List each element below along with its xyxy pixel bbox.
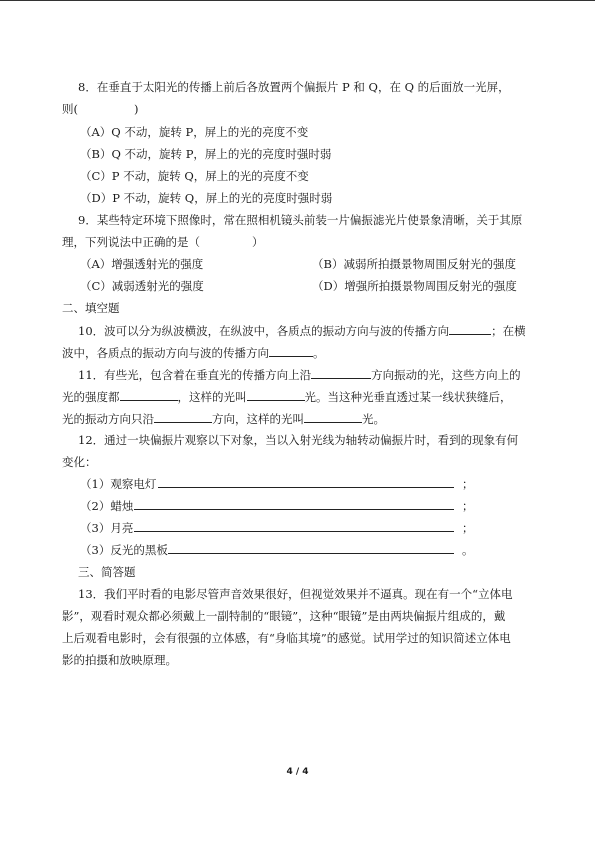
q10-blank-1[interactable] [449,323,491,335]
q13-line1: 13．我们平时看的电影尽管声音效果很好，但视觉效果并不逼真。现在有一个“立体电 [78,587,513,601]
q12-item-blackboard-label: （3）反光的黑板 [80,543,168,557]
q12-item-lamp-end: ； [462,477,474,491]
q9-bracket-close: ） [252,235,264,249]
q8-stem-line2 [62,102,139,116]
q11-text-f: 光的振动方向只沿 [62,412,154,426]
q10-text-b: ；在横 [491,324,526,338]
q10-text-a: 10．波可以分为纵波横波，在纵波中，各质点的振动方向与波的传播方向 [78,324,450,338]
q13-line4: 影的拍摄和放映原理。 [62,653,177,667]
q12-item-moon [80,521,133,535]
q12-item-blackboard-end: 。 [462,543,474,557]
q12-answer-line-lamp[interactable] [158,476,454,488]
q11-blank-4[interactable] [154,411,212,423]
q11-blank-1[interactable] [311,367,371,379]
section-short-answer-heading: 三、简答题 [78,565,136,579]
q12-item-moon-end: ； [462,521,474,535]
q11-line2 [62,389,512,404]
q12-item-candle [80,499,133,513]
q8-stem-line1: 8．在垂直于太阳光的传播上前后各放置两个偏振片 P 和 Q，在 Q 的后面放一光屏， [78,80,510,94]
q9-stem-line1: 9．某些特定环境下照像时，常在照相机镜头前装一片偏振滤光片使景象清晰，关于其原 [78,213,523,227]
q10-text-c: 波中，各质点的振动方向与波的传播方向 [62,346,269,360]
q12-answer-line-moon[interactable] [134,520,454,532]
page-number: 4 / 4 [286,767,309,777]
q12-item-moon-label: （3）月亮 [80,521,134,535]
q13-line2: 影”，观看时观众都必须戴上一副特制的“眼镜”，这种“眼镜”是由两块偏振片组成的，戴 [62,609,506,623]
q12-line2: 变化： [62,455,97,469]
q10-line2 [62,345,325,360]
q9-option-b: （B）减弱所拍摄景物周围反射光的强度 [312,257,516,271]
q8-option-d: （D）P 不动，旋转 Q，屏上的光的亮度时强时弱 [80,191,333,205]
q12-item-lamp [80,477,156,491]
q9-option-a: （A）增强透射光的强度 [80,257,204,271]
q12-item-lamp-label: （1）观察电灯 [80,477,157,491]
q12-line1: 12．通过一块偏振片观察以下对象，当以入射光线为轴转动偏振片时，看到的现象有何 [78,433,519,447]
q12-item-candle-end: ； [462,499,474,513]
q11-text-d: ，这样的光叫 [177,390,247,404]
q11-text-h: 光。 [362,412,385,426]
q11-blank-5[interactable] [304,411,362,423]
q9-option-c: （C）减弱透射光的强度 [80,279,204,293]
q11-line1 [78,367,521,382]
q10-line1 [78,323,526,338]
q8-option-c: （C）P 不动，旋转 Q，屏上的光的亮度不变 [80,169,309,183]
q11-line3 [62,411,385,426]
q12-answer-line-blackboard[interactable] [168,542,454,554]
q13-line3: 上后观看电影时，会有很强的立体感，有“身临其境”的感觉。试用学过的知识简述立体电 [62,631,511,645]
q9-stem-text: 理，下列说法中正确的是（ [62,235,200,249]
q11-text-g: 方向，这样的光叫 [212,412,304,426]
q9-stem-line2 [62,235,264,249]
q8-bracket-close: ) [134,102,139,116]
page-top-border [0,0,595,1]
q11-text-a: 11．有些光，包含着在垂直光的传播方向上沿 [78,368,312,382]
section-fill-in-heading: 二、填空题 [62,301,120,315]
q12-item-candle-label: （2）蜡烛 [80,499,134,513]
q10-text-d: 。 [313,346,325,360]
q8-option-a: （A）Q 不动，旋转 P，屏上的光的亮度不变 [80,125,309,139]
q12-item-blackboard [80,543,168,557]
q11-blank-2[interactable] [120,389,178,401]
q11-blank-3[interactable] [247,389,305,401]
q11-text-b: 方向振动的光，这些方向上的 [371,368,521,382]
q8-option-b: （B）Q 不动，旋转 P，屏上的光的亮度时强时弱 [80,147,332,161]
q11-text-c: 光的强度都 [62,390,120,404]
q9-option-d: （D）增强所拍摄景物周围反射光的强度 [312,279,517,293]
q10-blank-2[interactable] [269,345,313,357]
q11-text-e: 光。当这种光垂直透过某一线状狭缝后， [304,390,512,404]
q8-bracket-open: 则( [62,102,78,116]
q12-answer-line-candle[interactable] [134,498,454,510]
